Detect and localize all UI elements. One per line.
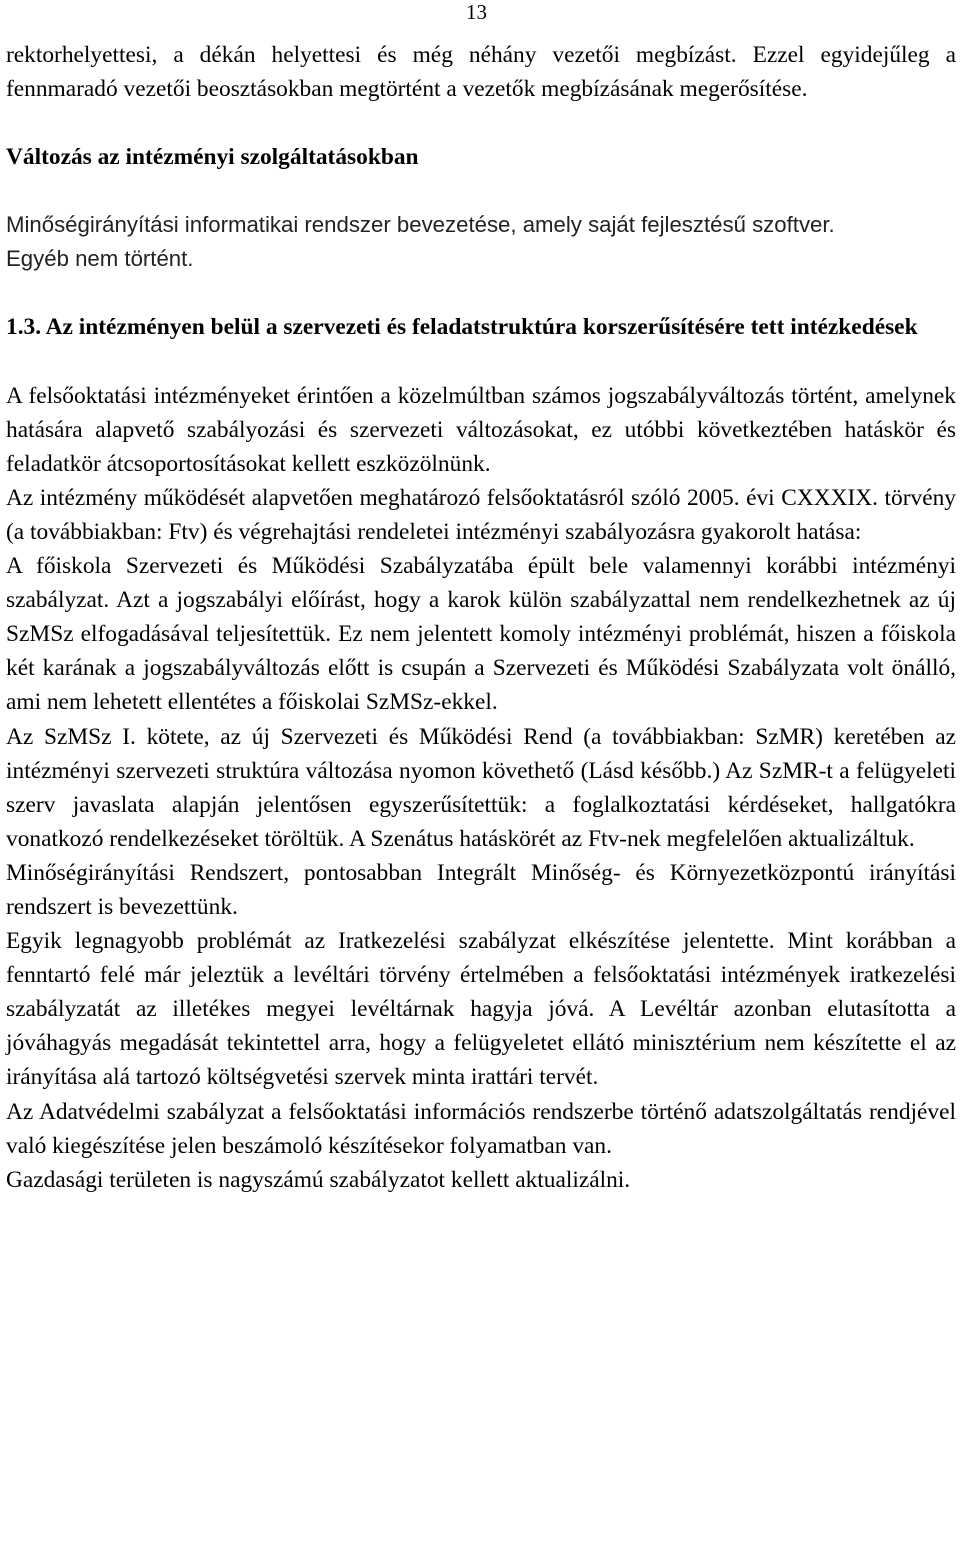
section-1-3-paragraph: A főiskola Szervezeti és Működési Szabályzatába épült bele valamennyi korábbi intézményi szabályzat. Azt a jogszabályi előírást, hogy a karok külön szabályzattal nem rendelkezhetnek az új SzMSz elfogadásával teljesítettük. Ez nem jelentett komoly intézményi problémát, hiszen a főiskola két karának a jogszabályváltozás előtt is csupán a Szervezeti és Működési Szabályzata volt önálló, ami nem lehetett ellentétes a főiskolai SzMSz-ekkel. [6, 553, 956, 716]
page-number: 13 [466, 0, 487, 24]
intro-paragraph: rektorhelyettesi, a dékán helyettesi és még néhány vezetői megbízást. Ezzel egyidejűleg a fennmaradó vezetői beosztásokban megtörtént a vezetők megbízásának megerősítése. [6, 42, 956, 103]
services-heading: Változás az intézményi szolgáltatásokban [6, 144, 419, 171]
section-1-3-paragraph: Egyik legnagyobb problémát az Iratkezelési szabályzat elkészítése jelentette. Mint korábban a fenntartó felé már jeleztük a levéltári törvény értelmében a felsőoktatási intézmények iratkezelési szabályzatát az illetékes megyei levéltárnak hagyja jóvá. A Levéltár azonban elutasította a jóváhagyás megadását tekintettel arra, hogy a felügyeletet ellátó minisztérium nem készítette el az irányítása alá tartozó költségvetési szervek minta irattári tervét. [6, 928, 956, 1091]
section-1-3-paragraph: Az SzMSz I. kötete, az új Szervezeti és Működési Rend (a továbbiakban: SzMR) keretében az intézményi szervezeti struktúra változása nyomon követhető (Lásd később.) Az SzMR-t a felügyeleti szerv javaslata alapján jelentősen egyszerűsítettük: a foglalkoztatási kérdéseket, hallgatókra vonatkozó rendelkezéseket töröltük. A Szenátus hatáskörét az Ftv-nek megfelelően aktualizáltuk. [6, 723, 956, 852]
services-paragraph-2: Egyéb nem történt. [6, 246, 194, 272]
section-1-3-paragraph: A felsőoktatási intézményeket érintően a közelmúltban számos jogszabályváltozás történt, amelynek hatására alapvető szabályozási és szervezeti változásokat, ez utóbbi következtében hatáskör és feladatkör átcsoportosításokat kellett eszközölnünk. [6, 382, 956, 477]
section-1-3-heading: 1.3. Az intézményen belül a szervezeti és feladatstruktúra korszerűsítésére tett intézkedések [6, 314, 918, 341]
section-1-3-paragraph: Az intézmény működését alapvetően meghatározó felsőoktatásról szóló 2005. évi CXXXIX. törvény (a továbbiakban: Ftv) és végrehajtási rendeletei intézményi szabályozásra gyakorolt hatása: [6, 484, 956, 545]
services-paragraph-1: Minőségirányítási informatikai rendszer bevezetése, amely saját fejlesztésű szoftver. [6, 212, 835, 238]
section-1-3-paragraph: Minőségirányítási Rendszert, pontosabban Integrált Minőség- és Környezetközpontú irányítási rendszert is bevezettünk. [6, 859, 956, 920]
section-1-3-paragraph: Az Adatvédelmi szabályzat a felsőoktatási információs rendszerbe történő adatszolgáltatás rendjével való kiegészítése jelen beszámoló készítésekor folyamatban van. [6, 1098, 956, 1159]
section-1-3-paragraph: Gazdasági területen is nagyszámú szabályzatot kellett aktualizálni. [6, 1166, 631, 1193]
document-body [6, 38, 956, 1197]
